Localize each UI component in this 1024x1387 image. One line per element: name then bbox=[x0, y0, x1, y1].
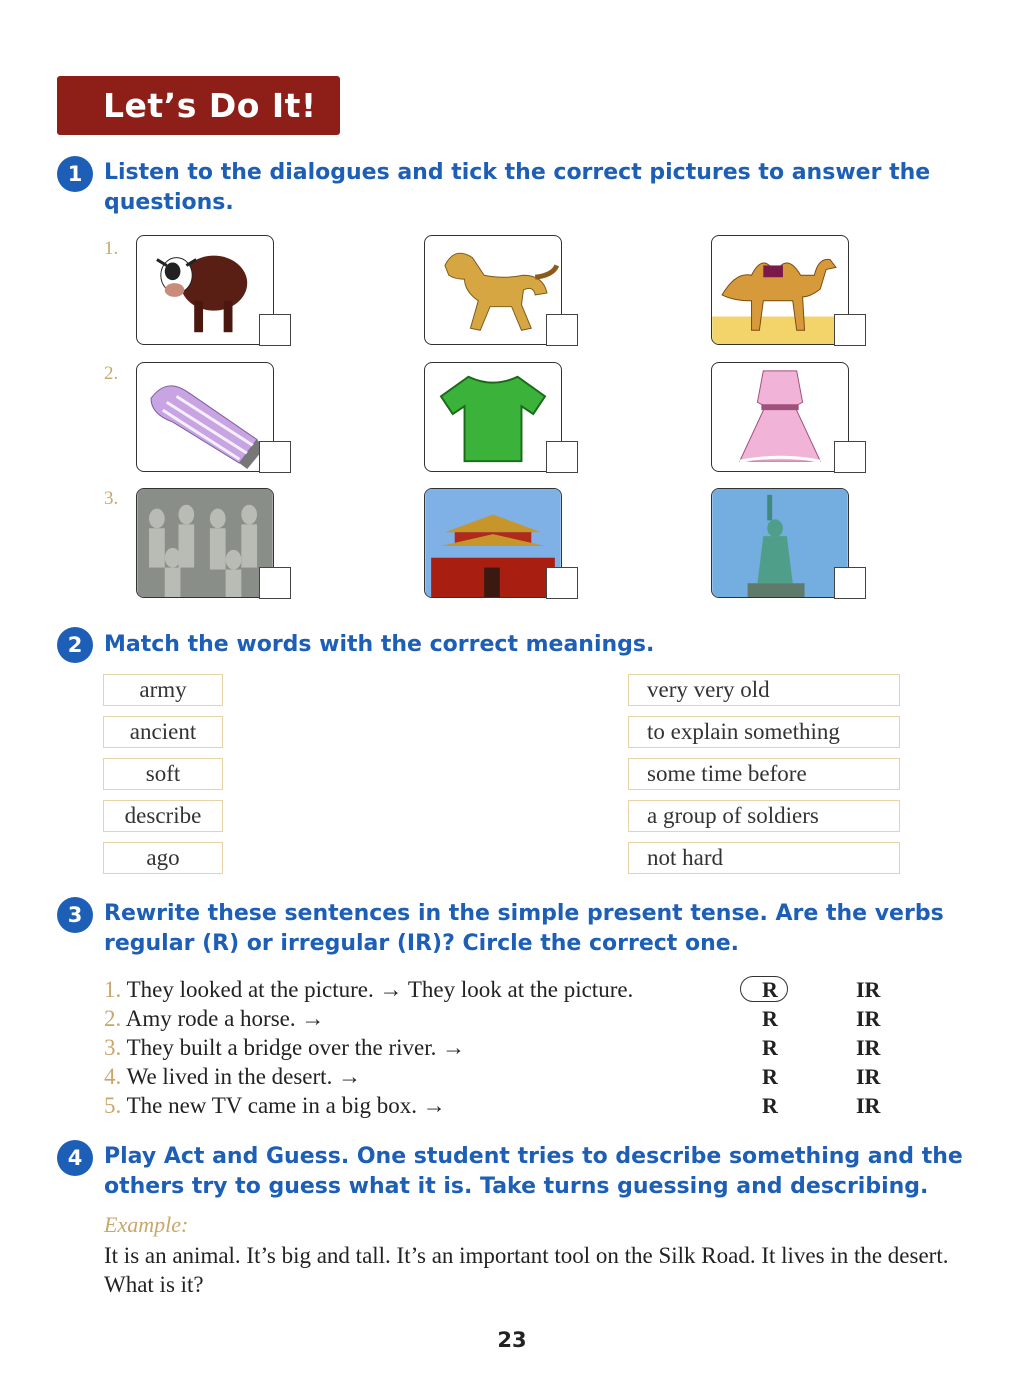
irregular-option-5[interactable]: IR bbox=[856, 1093, 881, 1118]
example-text: It is an animal. It’s big and tall. It’s an important tool on the Silk Road. It lives in the desert. What is it? bbox=[104, 1243, 949, 1297]
sentence-3-arrow: → bbox=[442, 1035, 466, 1060]
sentence-1-text: They looked at the picture. bbox=[126, 977, 374, 1002]
irregular-option-4[interactable]: IR bbox=[856, 1064, 881, 1089]
exercise-4-instruction: Play Act and Guess. One student tries to describe something and the others try to guess what it is. Take turns guessing and describing. bbox=[104, 1144, 963, 1199]
horse-tick-box[interactable] bbox=[546, 314, 578, 346]
word-ancient[interactable]: ancient bbox=[103, 716, 223, 748]
sentence-1-answer[interactable]: They look at the picture. bbox=[407, 977, 634, 1002]
t-shirt-picture bbox=[424, 362, 562, 472]
lets-do-it-banner: Let’s Do It! bbox=[57, 76, 340, 135]
sentence-2-arrow: → bbox=[301, 1006, 325, 1031]
sentence-4-text: We lived in the desert. bbox=[126, 1064, 333, 1089]
regular-option-3[interactable]: R bbox=[762, 1035, 778, 1060]
camel-tick-box[interactable] bbox=[834, 314, 866, 346]
horse-picture bbox=[424, 235, 562, 345]
meaning-5[interactable]: not hard bbox=[628, 842, 900, 874]
exercise-3-number: 3 bbox=[57, 897, 93, 933]
sentence-2-number: 2. bbox=[104, 1006, 122, 1031]
irregular-option-3[interactable]: IR bbox=[856, 1035, 881, 1060]
sentence-3 bbox=[104, 1034, 465, 1062]
ex1-row-3-label: 3. bbox=[104, 488, 119, 509]
sentence-4-number: 4. bbox=[104, 1064, 122, 1089]
sentence-1-number: 1. bbox=[104, 977, 122, 1002]
t-shirt-tick-box[interactable] bbox=[546, 441, 578, 473]
scarf-picture bbox=[136, 362, 274, 472]
meaning-2[interactable]: to explain something bbox=[628, 716, 900, 748]
sentence-3-number: 3. bbox=[104, 1035, 122, 1060]
regular-option-2[interactable]: R bbox=[762, 1006, 778, 1031]
sentence-5 bbox=[104, 1092, 446, 1120]
exercise-1-instruction: Listen to the dialogues and tick the correct pictures to answer the questions. bbox=[104, 160, 931, 215]
sentence-1 bbox=[104, 976, 633, 1004]
word-ago[interactable]: ago bbox=[103, 842, 223, 874]
sentence-1-arrow: → bbox=[379, 977, 403, 1002]
tiananmen-picture bbox=[424, 488, 562, 598]
sentence-2-text: Amy rode a horse. bbox=[125, 1006, 296, 1031]
word-soft[interactable]: soft bbox=[103, 758, 223, 790]
cow-tick-box[interactable] bbox=[259, 314, 291, 346]
camel-picture bbox=[711, 235, 849, 345]
sentence-5-arrow: → bbox=[422, 1093, 446, 1118]
sentence-4 bbox=[104, 1063, 361, 1091]
regular-option-4[interactable]: R bbox=[762, 1064, 778, 1089]
meaning-3[interactable]: some time before bbox=[628, 758, 900, 790]
page-number: 23 bbox=[497, 1328, 527, 1352]
dress-tick-box[interactable] bbox=[834, 441, 866, 473]
exercise-4-number: 4 bbox=[57, 1140, 93, 1176]
regular-option-1[interactable]: R bbox=[762, 977, 778, 1002]
statue-of-liberty-picture bbox=[711, 488, 849, 598]
regular-option-5[interactable]: R bbox=[762, 1093, 778, 1118]
example-label: Example: bbox=[104, 1212, 189, 1237]
meaning-4[interactable]: a group of soldiers bbox=[628, 800, 900, 832]
exercise-1-number: 1 bbox=[57, 156, 93, 192]
word-describe[interactable]: describe bbox=[103, 800, 223, 832]
sentence-2 bbox=[104, 1005, 324, 1033]
exercise-2-instruction: Match the words with the correct meanings. bbox=[104, 632, 655, 657]
sentence-5-text: The new TV came in a big box. bbox=[126, 1093, 418, 1118]
meaning-1[interactable]: very very old bbox=[628, 674, 900, 706]
sentence-5-number: 5. bbox=[104, 1093, 122, 1118]
irregular-option-2[interactable]: IR bbox=[856, 1006, 881, 1031]
irregular-option-1[interactable]: IR bbox=[856, 977, 881, 1002]
scarf-tick-box[interactable] bbox=[259, 441, 291, 473]
statue-of-liberty-tick-box[interactable] bbox=[834, 567, 866, 599]
terracotta-warriors-tick-box[interactable] bbox=[259, 567, 291, 599]
exercise-3-instruction: Rewrite these sentences in the simple present tense. Are the verbs regular (R) or irregular (IR)? Circle the correct one. bbox=[104, 901, 944, 956]
ex1-row-1-label: 1. bbox=[104, 238, 119, 259]
exercise-2-number: 2 bbox=[57, 627, 93, 663]
word-army[interactable]: army bbox=[103, 674, 223, 706]
sentence-4-arrow: → bbox=[338, 1064, 362, 1089]
dress-picture bbox=[711, 362, 849, 472]
ex1-row-2-label: 2. bbox=[104, 363, 119, 384]
terracotta-warriors-picture bbox=[136, 488, 274, 598]
sentence-3-text: They built a bridge over the river. bbox=[126, 1035, 437, 1060]
tiananmen-tick-box[interactable] bbox=[546, 567, 578, 599]
cow-picture bbox=[136, 235, 274, 345]
